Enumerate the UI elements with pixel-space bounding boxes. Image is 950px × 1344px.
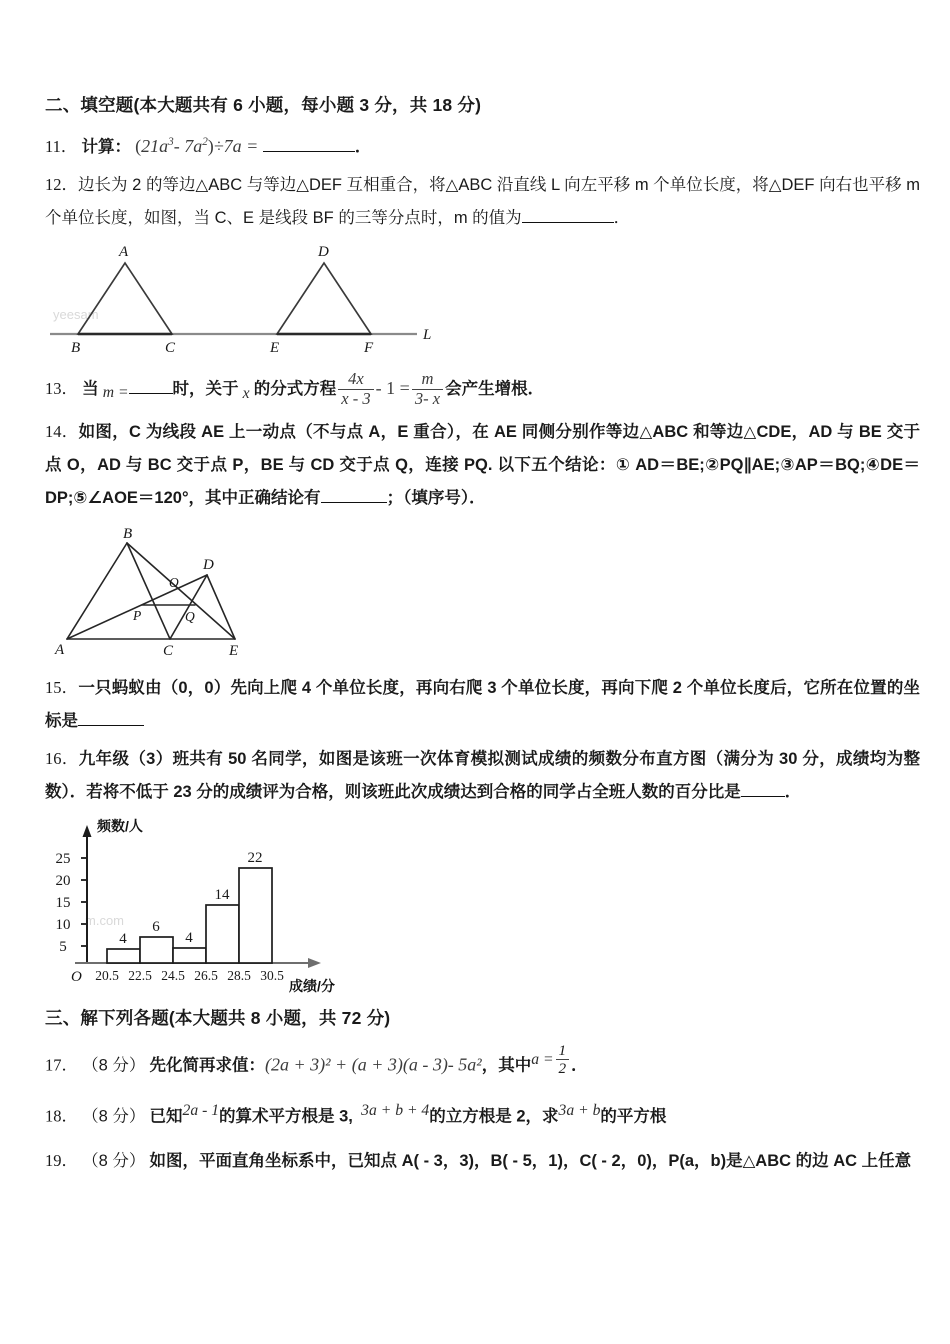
- question-18-part2: 的算术平方根是 3,: [219, 1107, 353, 1126]
- figure-q12-triangles: [45, 241, 920, 359]
- answer-blank-13[interactable]: [129, 393, 173, 394]
- y-tick-labels: [56, 851, 71, 955]
- x-edge-5: 28.5: [227, 968, 251, 984]
- answer-blank-15[interactable]: [78, 725, 144, 726]
- triangle-ABC: [78, 263, 172, 334]
- question-13-part1: 当: [82, 380, 99, 399]
- histogram-bars: [107, 868, 272, 963]
- question-17-number: 17．: [45, 1055, 78, 1075]
- question-17-fraction: [556, 1042, 570, 1077]
- question-14-number: 14．: [45, 422, 79, 442]
- question-16-tail: ．: [784, 783, 802, 802]
- x-axis-title: 成绩/分: [289, 978, 335, 995]
- question-19-text: 如图，平面直角坐标系中，已知点 A( - 3，3)，B( - 5，1)，C( - 2，0)，P(a，b)是△ABC 的边 AC 上任意: [149, 1151, 912, 1170]
- y-tick-25: 25: [55, 851, 71, 868]
- question-18-expr-3: 3a + b: [558, 1102, 601, 1120]
- triangle-DEF: [277, 263, 371, 334]
- label-E: E: [229, 643, 239, 660]
- segment-AD: [67, 575, 207, 639]
- question-17-marks: （8 分）: [82, 1056, 146, 1075]
- question-11-tail: ．: [354, 138, 372, 157]
- question-11-number: 11．: [45, 137, 78, 157]
- question-15-text: 一只蚂蚁由（0，0）先向上爬 4 个单位长度，再向右爬 3 个单位长度，再向下爬 2 个单位长度后，它所在位置的坐标是: [45, 679, 921, 731]
- section-heading-fill-in-blank: 二、填空题(本大题共有 6 小题，每小题 3 分，共 18 分): [45, 95, 482, 115]
- x-axis-arrow: [308, 958, 321, 968]
- term-b-exponent: 2: [202, 136, 208, 149]
- term-a-exponent: 3: [168, 136, 174, 149]
- question-17-mid: ，其中: [481, 1056, 532, 1075]
- figure-q16-histogram: [45, 815, 920, 995]
- question-18-part1: 已知: [149, 1107, 183, 1126]
- x-edge-3: 24.5: [161, 968, 185, 984]
- paren-close: ): [207, 136, 214, 157]
- segment-BC: [127, 543, 170, 639]
- section-heading-solve-problems: 三、解下列各题(本大题共 8 小题，共 72 分): [45, 1008, 391, 1029]
- label-F: F: [364, 340, 374, 357]
- label-O: O: [169, 575, 179, 591]
- fraction-m-over-3-minus-x: [412, 370, 443, 408]
- question-11: [45, 128, 920, 164]
- question-11-prefix: 计算：: [81, 138, 132, 157]
- label-B: B: [123, 526, 133, 543]
- origin-label: O: [71, 969, 82, 986]
- label-Q: Q: [185, 609, 195, 625]
- label-C: C: [163, 643, 174, 660]
- bar-20.5-22.5: [107, 949, 140, 963]
- question-17-expression: (2a + 3)² + (a + 3)(a - 3)- 5a²: [265, 1054, 482, 1075]
- answer-blank-16[interactable]: [741, 796, 785, 797]
- figure-watermark: yeesam: [53, 307, 99, 323]
- divisor: ÷7a =: [213, 136, 259, 157]
- question-16-number: 16．: [45, 749, 79, 769]
- fraction-4x-over-x-minus-3: [338, 370, 373, 408]
- question-13-number: 13．: [45, 379, 78, 399]
- y-tick-15: 15: [55, 895, 71, 912]
- bar-22.5-24.5: [140, 937, 173, 963]
- fraction-denominator: 3- x: [412, 389, 443, 409]
- question-13: [45, 369, 920, 411]
- x-tick-labels: [95, 968, 284, 983]
- question-17: [45, 1041, 920, 1087]
- question-14-tail: ；（填序号）．: [386, 489, 486, 508]
- question-16: [45, 742, 920, 809]
- question-18-expr-1: 2a - 1: [182, 1102, 220, 1120]
- question-15: [45, 671, 920, 738]
- var-m-label: m =: [102, 384, 129, 402]
- question-19-marks: （8 分）: [82, 1151, 146, 1170]
- question-17-tail: ．: [571, 1056, 588, 1075]
- bar-value-1: 4: [119, 931, 127, 948]
- bar-value-5: 22: [247, 850, 263, 867]
- label-L: L: [423, 327, 432, 344]
- minus-one-equals: - 1 =: [375, 378, 410, 399]
- question-12: [45, 168, 920, 235]
- label-E: E: [270, 340, 280, 357]
- chart-watermark: m.com: [85, 913, 124, 929]
- question-18-part3: 的立方根是 2，求: [429, 1107, 559, 1126]
- bar-24.5-26.5: [173, 948, 206, 963]
- question-11-expression: [135, 136, 263, 156]
- label-D: D: [318, 244, 329, 261]
- answer-blank-12[interactable]: [522, 222, 614, 223]
- x-edge-6: 30.5: [260, 968, 284, 984]
- y-axis-title: 频数/人: [97, 818, 143, 835]
- fraction-denominator: x - 3: [338, 389, 373, 409]
- question-13-part4: 会产生增根．: [445, 380, 545, 399]
- question-19-number: 19．: [45, 1150, 78, 1170]
- question-18-marks: （8 分）: [82, 1107, 146, 1126]
- question-18-number: 18．: [45, 1106, 78, 1126]
- question-15-number: 15．: [45, 678, 79, 698]
- term-b: - 7a: [173, 136, 203, 157]
- paren-open: (: [135, 136, 142, 157]
- bar-value-4: 14: [214, 887, 230, 904]
- y-axis-arrow: [83, 825, 92, 837]
- question-18: [45, 1091, 920, 1138]
- answer-blank-14[interactable]: [321, 502, 387, 503]
- y-tick-5: 5: [59, 939, 67, 956]
- equation-13: [336, 369, 445, 408]
- question-12-tail: ．: [613, 209, 631, 228]
- x-edge-1: 20.5: [95, 968, 119, 984]
- y-tick-20: 20: [55, 873, 71, 890]
- label-A: A: [119, 244, 129, 261]
- bar-26.5-28.5: [206, 905, 239, 963]
- bar-value-2: 6: [152, 919, 160, 936]
- y-tick-10: 10: [55, 917, 71, 934]
- term-a: 21a: [141, 136, 169, 157]
- question-17-prefix: 先化简再求值：: [149, 1056, 266, 1075]
- figure-q14-geometry: [45, 521, 920, 661]
- fraction-numerator: 1: [558, 1041, 567, 1059]
- question-13-part2: 时，关于: [172, 380, 239, 399]
- question-18-expr-2: 3a + b + 4: [361, 1102, 430, 1120]
- x-edge-2: 22.5: [128, 968, 152, 984]
- fraction-numerator: m: [421, 369, 434, 389]
- segment-BE: [127, 543, 235, 639]
- question-12-number: 12．: [45, 175, 79, 195]
- bar-28.5-30.5: [239, 868, 272, 963]
- question-19: [45, 1143, 920, 1179]
- question-14-text: 如图，C 为线段 AE 上一动点（不与点 A，E 重合），在 AE 同侧分别作等边△ABC 和等边△CDE，AD 与 BE 交于点 O，AD 与 BC 交于点 P，BE 与 CD 交于点 Q，连接 PQ. 以下五个结论：① AD＝BE;②PQ∥AE;③AP＝BQ;④DE＝DP;⑤∠AOE＝120°，其中正确结论有: [45, 423, 921, 508]
- fraction-denominator: 2: [556, 1059, 570, 1077]
- histogram-chart: [45, 815, 365, 995]
- question-18-part4: 的平方根: [600, 1107, 667, 1126]
- question-13-part3: 的分式方程: [253, 380, 337, 399]
- label-C: C: [165, 340, 176, 357]
- question-14: [45, 415, 920, 515]
- bar-value-3: 4: [185, 930, 193, 947]
- x-edge-4: 26.5: [194, 968, 218, 984]
- segment-DE: [207, 575, 235, 639]
- label-A: A: [55, 642, 65, 659]
- question-16-text: 九年级（3）班共有 50 名同学，如图是该班一次体育模拟测试成绩的频数分布直方图（满分为 30 分，成绩均为整数）．若将不低于 23 分的成绩评为合格，则该班此次成绩达到合格的同学占全班人数的百分比是: [45, 750, 920, 802]
- page-content: [45, 92, 920, 1183]
- var-x-label: x: [242, 384, 250, 402]
- answer-blank-11[interactable]: [263, 151, 355, 152]
- label-D: D: [203, 557, 214, 574]
- question-12-text: 边长为 2 的等边△ABC 与等边△DEF 互相重合，将△ABC 沿直线 L 向左平移 m 个单位长度，将△DEF 向右也平移 m 个单位长度，如图，当 C、E 是线段 BF 的三等分点时，m 的值为: [45, 176, 920, 228]
- question-17-var: a =: [531, 1051, 554, 1069]
- label-P: P: [133, 608, 142, 624]
- label-B: B: [71, 340, 81, 357]
- fraction-numerator: 4x: [348, 369, 364, 389]
